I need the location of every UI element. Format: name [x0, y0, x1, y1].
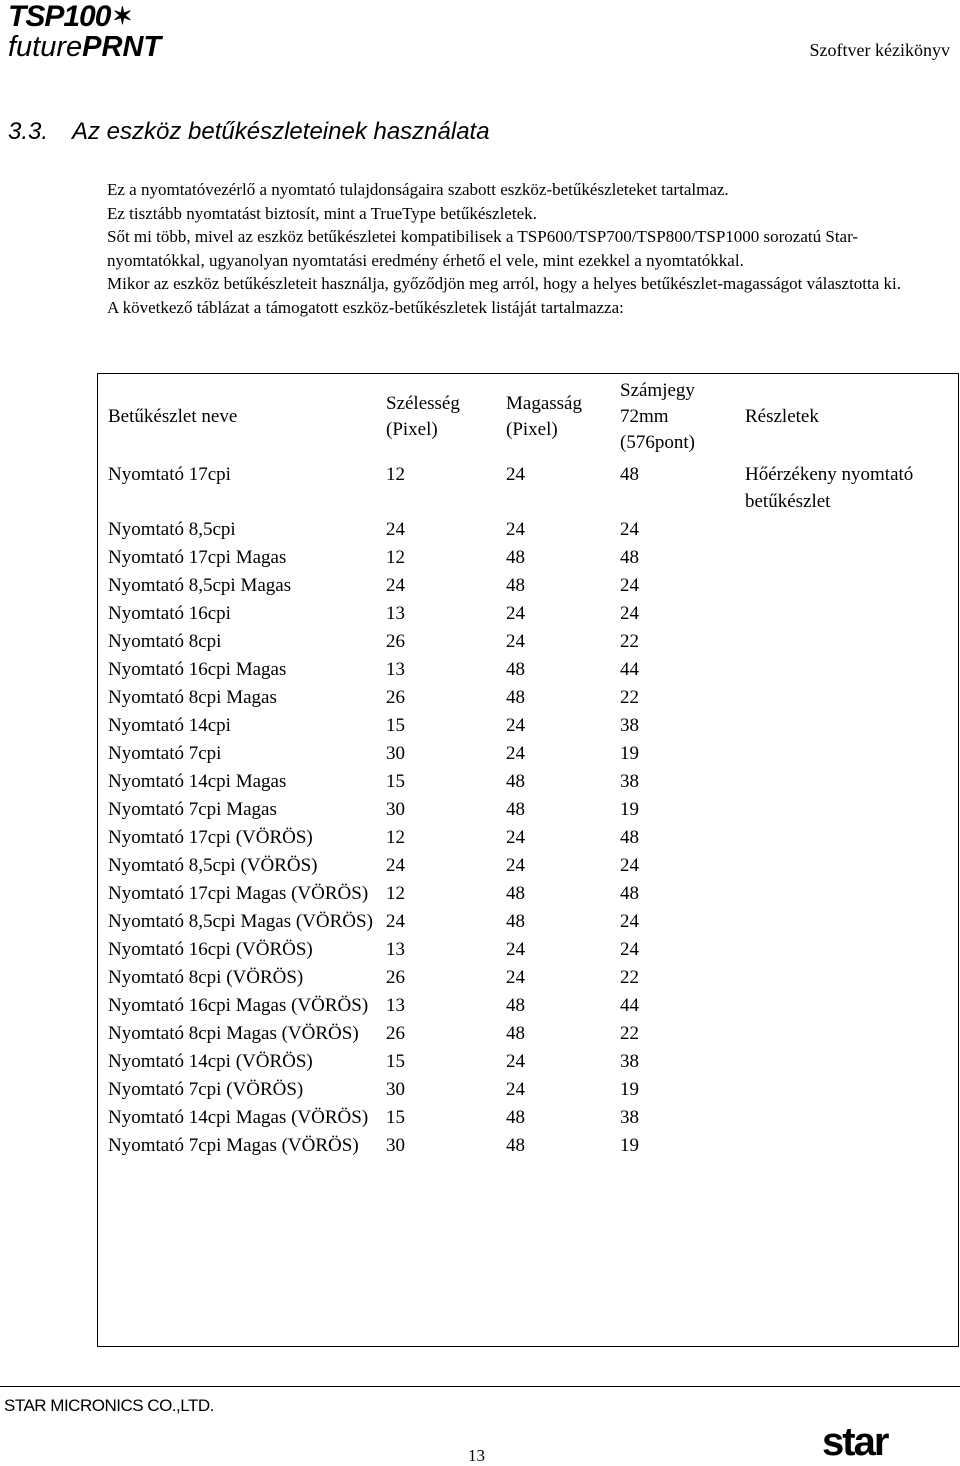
section-heading	[8, 118, 490, 146]
product-logo	[8, 2, 248, 68]
cell-width: 15	[386, 715, 405, 736]
cell-chars: 24	[620, 855, 639, 876]
cell-details	[745, 851, 958, 879]
table-row	[98, 963, 958, 991]
cell-height: 48	[506, 771, 525, 792]
cell-details	[745, 991, 958, 1019]
cell-details	[745, 571, 958, 599]
table-row	[98, 627, 958, 655]
cell-chars: 48	[620, 464, 639, 485]
cell-name: Nyomtató 8cpi Magas	[108, 687, 277, 708]
footer-divider	[0, 1386, 960, 1387]
table-row	[98, 879, 958, 907]
cell-details	[745, 963, 958, 991]
cell-width: 26	[386, 1023, 405, 1044]
header-font-name: Betűkészlet neve	[108, 406, 238, 427]
cell-height: 48	[506, 687, 525, 708]
cell-height: 48	[506, 799, 525, 820]
cell-width: 24	[386, 911, 405, 932]
cell-chars: 24	[620, 519, 639, 540]
cell-name: Nyomtató 7cpi Magas (VÖRÖS)	[108, 1135, 359, 1156]
cell-height: 24	[506, 1079, 525, 1100]
page-number: 13	[468, 1446, 485, 1465]
table-row	[98, 655, 958, 683]
logo-star-icon: ✶	[112, 3, 132, 30]
cell-details	[745, 767, 958, 795]
table-row	[98, 543, 958, 571]
cell-height: 24	[506, 1051, 525, 1072]
cell-width: 13	[386, 603, 405, 624]
cell-name: Nyomtató 16cpi	[108, 603, 231, 624]
table-row	[98, 1019, 958, 1047]
cell-details	[745, 1019, 958, 1047]
cell-chars: 22	[620, 967, 639, 988]
cell-width: 12	[386, 827, 405, 848]
table-row	[98, 935, 958, 963]
cell-height: 48	[506, 911, 525, 932]
intro-paragraph: Ez a nyomtatóvezérlő a nyomtató tulajdonságaira szabott eszköz-betűkészleteket tartalmaz.	[107, 180, 729, 199]
cell-height: 24	[506, 827, 525, 848]
cell-chars: 38	[620, 715, 639, 736]
cell-height: 48	[506, 1135, 525, 1156]
cell-details	[745, 515, 958, 543]
cell-name: Nyomtató 16cpi Magas (VÖRÖS)	[108, 995, 369, 1016]
cell-name: Nyomtató 17cpi Magas	[108, 547, 287, 568]
cell-chars: 38	[620, 771, 639, 792]
section-title: Az eszköz betűkészleteinek használata	[72, 118, 490, 145]
cell-width: 24	[386, 575, 405, 596]
cell-height: 48	[506, 1107, 525, 1128]
intro-paragraph: A következő táblázat a támogatott eszköz-betűkészletek listáját tartalmazza:	[107, 297, 624, 317]
cell-details	[745, 711, 958, 739]
table-row	[98, 599, 958, 627]
intro-paragraph: Ez tisztább nyomtatást biztosít, mint a TrueType betűkészletek.	[107, 203, 537, 223]
cell-details	[745, 795, 958, 823]
table-row	[98, 1047, 958, 1075]
cell-height: 24	[506, 855, 525, 876]
cell-details	[745, 1131, 958, 1159]
cell-name: Nyomtató 17cpi (VÖRÖS)	[108, 827, 313, 848]
cell-chars: 38	[620, 1051, 639, 1072]
cell-name: Nyomtató 8cpi	[108, 631, 222, 652]
table-row	[98, 851, 958, 879]
cell-chars: 48	[620, 827, 639, 848]
table-row	[98, 683, 958, 711]
table-row	[98, 711, 958, 739]
table-row	[98, 991, 958, 1019]
cell-name: Nyomtató 8cpi Magas (VÖRÖS)	[108, 1023, 359, 1044]
cell-chars: 22	[620, 1023, 639, 1044]
cell-name: Nyomtató 8,5cpi Magas (VÖRÖS)	[108, 911, 373, 932]
cell-details	[745, 655, 958, 683]
cell-chars: 19	[620, 799, 639, 820]
cell-width: 15	[386, 1107, 405, 1128]
cell-name: Nyomtató 8,5cpi (VÖRÖS)	[108, 855, 318, 876]
document-label: Szoftver kézikönyv	[809, 40, 950, 60]
table-row	[98, 460, 958, 515]
logo-wordmark: futurePRNT	[8, 31, 162, 63]
cell-chars: 22	[620, 687, 639, 708]
cell-height: 24	[506, 743, 525, 764]
cell-details	[745, 683, 958, 711]
cell-chars: 48	[620, 547, 639, 568]
cell-width: 15	[386, 771, 405, 792]
cell-details	[745, 1047, 958, 1075]
table-row	[98, 1131, 958, 1159]
cell-width: 12	[386, 547, 405, 568]
cell-name: Nyomtató 16cpi Magas	[108, 659, 287, 680]
cell-width: 12	[386, 464, 405, 485]
section-number: 3.3.	[8, 118, 49, 145]
cell-width: 26	[386, 687, 405, 708]
intro-paragraph: Mikor az eszköz betűkészleteit használja, győződjön meg arról, hogy a helyes betűkészlet-magasságot választotta ki.	[107, 274, 902, 293]
table-row	[98, 515, 958, 543]
cell-name: Nyomtató 17cpi	[108, 464, 231, 485]
table-row	[98, 823, 958, 851]
cell-chars: 48	[620, 883, 639, 904]
cell-width: 30	[386, 799, 405, 820]
table-row	[98, 907, 958, 935]
cell-details	[745, 907, 958, 935]
cell-details	[745, 935, 958, 963]
cell-width: 26	[386, 631, 405, 652]
cell-name: Nyomtató 7cpi Magas	[108, 799, 277, 820]
cell-chars: 24	[620, 911, 639, 932]
cell-name: Nyomtató 14cpi Magas (VÖRÖS)	[108, 1107, 369, 1128]
cell-height: 48	[506, 995, 525, 1016]
cell-width: 24	[386, 519, 405, 540]
cell-height: 24	[506, 464, 525, 485]
cell-width: 24	[386, 855, 405, 876]
cell-details	[745, 1075, 958, 1103]
cell-name: Nyomtató 16cpi (VÖRÖS)	[108, 939, 313, 960]
cell-details	[745, 599, 958, 627]
header-chars: Számjegy 72mm (576pont)	[620, 380, 695, 453]
cell-width: 13	[386, 995, 405, 1016]
cell-width: 30	[386, 743, 405, 764]
intro-text	[107, 178, 937, 319]
cell-details	[745, 879, 958, 907]
cell-chars: 24	[620, 603, 639, 624]
cell-width: 13	[386, 659, 405, 680]
cell-width: 15	[386, 1051, 405, 1072]
cell-height: 24	[506, 631, 525, 652]
cell-width: 26	[386, 967, 405, 988]
cell-width: 30	[386, 1079, 405, 1100]
cell-name: Nyomtató 14cpi (VÖRÖS)	[108, 1051, 313, 1072]
logo-model: TSP100✶	[8, 0, 132, 33]
cell-chars: 19	[620, 1135, 639, 1156]
cell-chars: 22	[620, 631, 639, 652]
cell-details	[745, 543, 958, 571]
cell-name: Nyomtató 7cpi	[108, 743, 222, 764]
table-header-row	[98, 374, 958, 460]
cell-chars: 19	[620, 1079, 639, 1100]
cell-name: Nyomtató 17cpi Magas (VÖRÖS)	[108, 883, 369, 904]
font-table	[97, 373, 959, 1347]
cell-width: 12	[386, 883, 405, 904]
cell-height: 48	[506, 883, 525, 904]
table-row	[98, 571, 958, 599]
cell-height: 24	[506, 967, 525, 988]
header-height: Magasság (Pixel)	[506, 393, 582, 440]
cell-name: Nyomtató 8cpi (VÖRÖS)	[108, 967, 304, 988]
cell-chars: 24	[620, 939, 639, 960]
cell-name: Nyomtató 8,5cpi Magas	[108, 575, 292, 596]
cell-details	[745, 1103, 958, 1131]
cell-name: Nyomtató 14cpi	[108, 715, 231, 736]
cell-chars: 38	[620, 1107, 639, 1128]
table-row	[98, 739, 958, 767]
cell-height: 48	[506, 575, 525, 596]
cell-details: Hőérzékeny nyomtató betűkészlet	[745, 464, 914, 512]
cell-height: 24	[506, 603, 525, 624]
table-row	[98, 1075, 958, 1103]
cell-details	[745, 739, 958, 767]
cell-details	[745, 823, 958, 851]
cell-height: 48	[506, 547, 525, 568]
brand-logo: star	[822, 1420, 888, 1464]
cell-chars: 24	[620, 575, 639, 596]
header-details: Részletek	[745, 406, 819, 427]
table-row	[98, 767, 958, 795]
cell-name: Nyomtató 14cpi Magas	[108, 771, 287, 792]
cell-chars: 19	[620, 743, 639, 764]
cell-chars: 44	[620, 659, 639, 680]
cell-height: 48	[506, 1023, 525, 1044]
header-width: Szélesség (Pixel)	[386, 393, 460, 440]
cell-chars: 44	[620, 995, 639, 1016]
cell-details	[745, 627, 958, 655]
table-row	[98, 795, 958, 823]
cell-height: 24	[506, 939, 525, 960]
company-name: STAR MICRONICS CO.,LTD.	[4, 1396, 214, 1415]
intro-paragraph: Sőt mi több, mivel az eszköz betűkészletei kompatibilisek a TSP600/TSP700/TSP800/TSP1000 sorozatú Star-nyomtatókkal, ugyanolyan nyomtatási eredmény érhető el vele, mint ezekkel a nyomtatókkal.	[107, 227, 859, 270]
cell-height: 24	[506, 519, 525, 540]
table-row	[98, 1103, 958, 1131]
cell-width: 30	[386, 1135, 405, 1156]
cell-height: 48	[506, 659, 525, 680]
cell-width: 13	[386, 939, 405, 960]
cell-height: 24	[506, 715, 525, 736]
cell-name: Nyomtató 7cpi (VÖRÖS)	[108, 1079, 304, 1100]
cell-name: Nyomtató 8,5cpi	[108, 519, 236, 540]
